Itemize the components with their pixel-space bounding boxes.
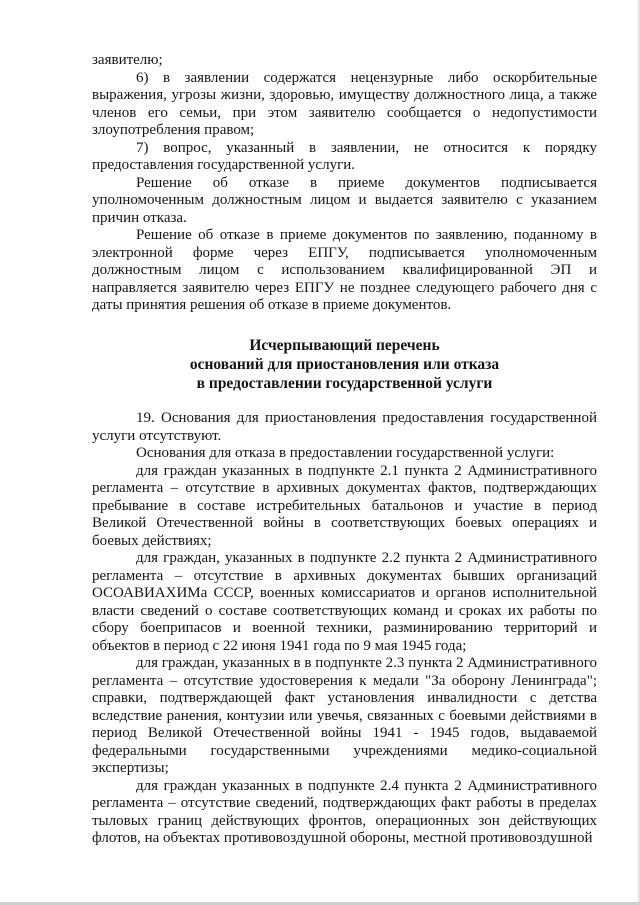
paragraph-continuation: заявителю;: [92, 52, 163, 68]
paragraph-subpoint-2-1: для граждан указанных в подпункте 2.1 пункта 2 Административного регламента – отсутствие в архивных документах фактов, подтверждающих пребывание в составе истребительных батальонов и участие в период Великой Отечественной войны в соответствующих боевых операциях и боевых действиях;: [92, 462, 597, 549]
paragraph-subpoint-2-3: для граждан, указанных в в подпункте 2.3 пункта 2 Административного регламента – отсутствие удостоверения к медали "За оборону Ленинграда"; справки, подтверждающей факт установления инвалидности с детства вследствие ранения, контузии или увечья, связанных с боевыми действиями в период Великой Отечественной войны 1941 - 1945 годов, выдаваемой федеральными государственными учреждениями медико-социальной экспертизы;: [92, 655, 597, 776]
paragraph-subpoint-2-2: для граждан, указанных в подпункте 2.2 пункта 2 Административного регламента – отсутствие в архивных документах бывших организаций ОСОАВИАХИМа СССР, военных комиссариатов и органов исполнительной власти сведений о составе соответствующих команд и сроках их работы по сбору боеприпасов и военной техники, разминированию территорий и объектов в период с 22 июня 1941 года по 9 мая 1945 года;: [92, 550, 597, 654]
top-text-block: [92, 52, 597, 315]
paragraph-electronic-refusal: Решение об отказе в приеме документов по заявлению, поданному в электронной форме через ЕПГУ, подписывается уполномоченным должностным лицом с использованием квалифицированной ЭП и направляется заявителю через ЕПГУ не позднее следующего рабочего дня с даты принятия решения об отказе в приеме документов.: [92, 227, 597, 313]
bottom-text-block: [92, 410, 597, 848]
paragraph-subpoint-2-4: для граждан указанных в подпункте 2.4 пункта 2 Административного регламента – отсутствие сведений, подтверждающих факт работы в пределах тыловых границ действующих фронтов, операционных зон действующих флотов, на объектах противовоздушной обороны, местной противовоздушной: [92, 777, 597, 846]
section-heading: [92, 336, 597, 393]
heading-line-3: в предоставлении государственной услуги: [196, 375, 493, 392]
paragraph-refusal-grounds: Основания для отказа в предоставлении государственной услуги:: [136, 445, 555, 461]
heading-line-1: Исчерпывающий перечень: [249, 337, 440, 354]
paragraph-item-6: 6) в заявлении содержатся нецензурные либо оскорбительные выражения, угрозы жизни, здоровью, имуществу должностного лица, а также членов его семьи, при этом заявителю сообщается о недопустимости злоупотребления правом;: [92, 69, 597, 138]
paragraph-refusal-signing: Решение об отказе в приеме документов подписывается уполномоченным должностным лицом и выдается заявителю с указанием причин отказа.: [92, 174, 597, 226]
paragraph-item-7: 7) вопрос, указанный в заявлении, не относится к порядку предоставления государственной услуги.: [92, 139, 597, 173]
paragraph-19: 19. Основания для приостановления предоставления государственной услуги отсутствуют.: [92, 410, 597, 444]
heading-line-2: оснований для приостановления или отказа: [189, 356, 500, 373]
